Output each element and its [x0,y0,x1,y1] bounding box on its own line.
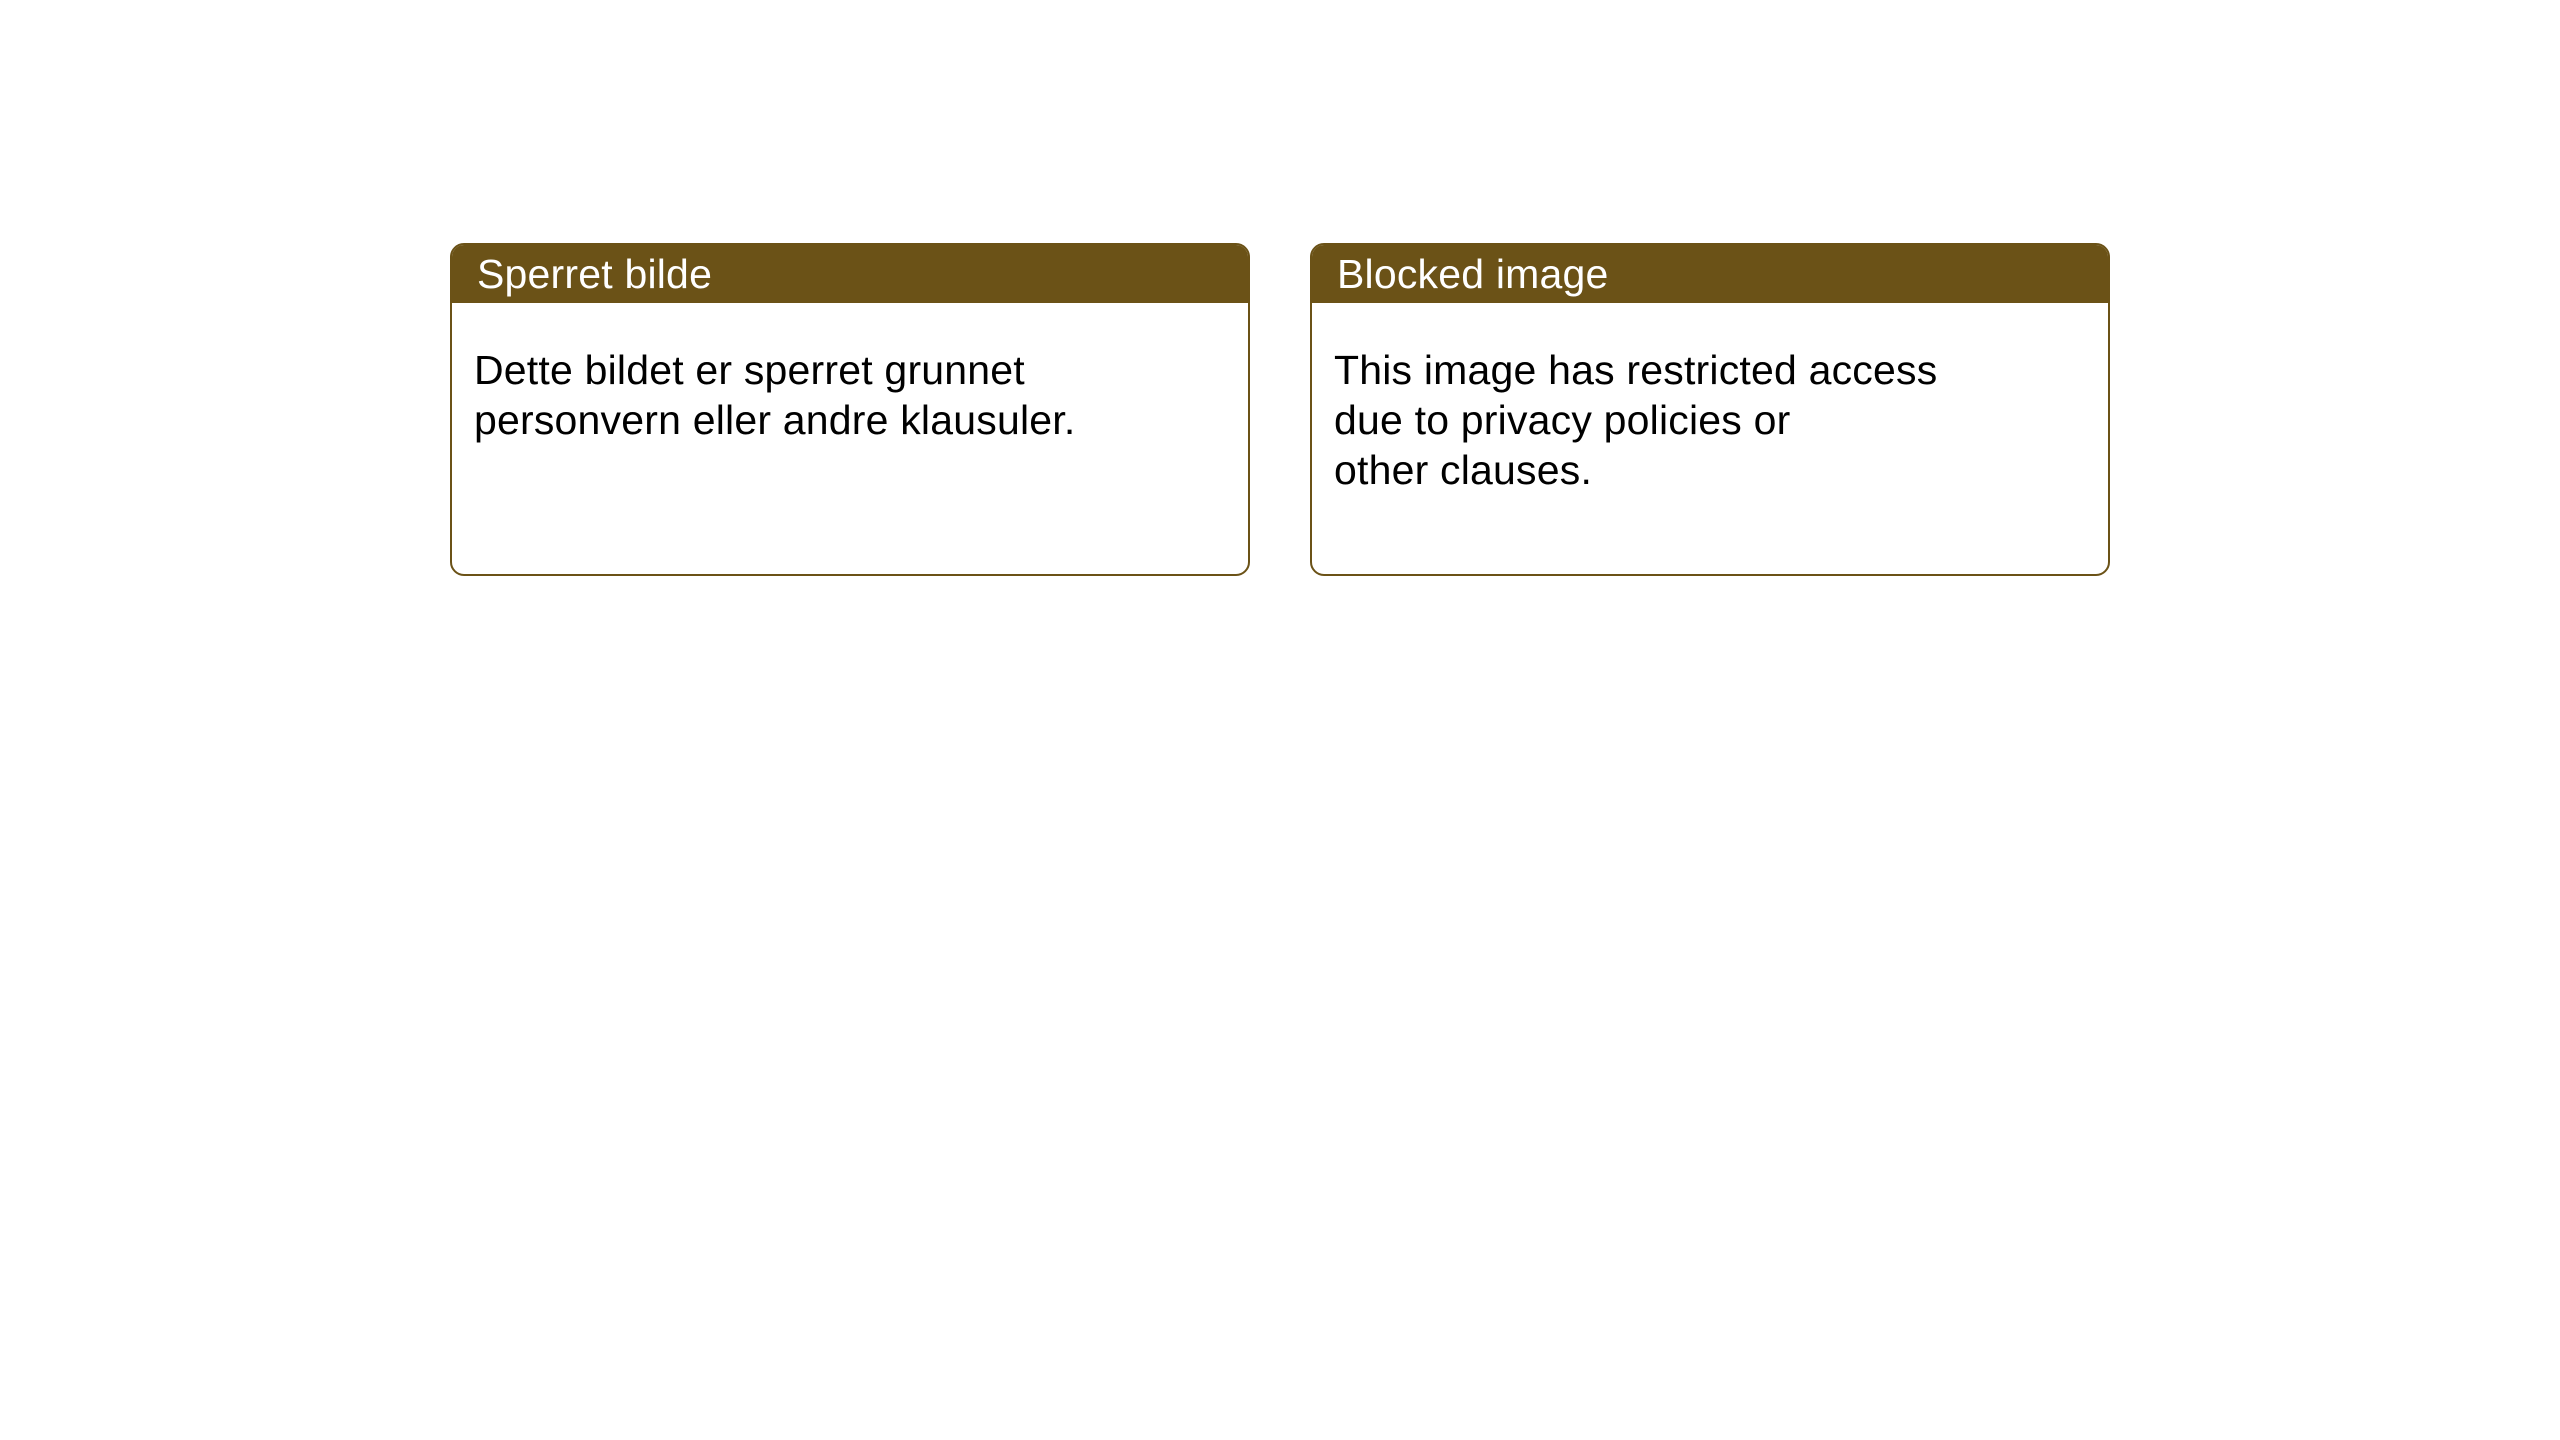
card-title-english: Blocked image [1337,250,1609,297]
card-title-norwegian: Sperret bilde [477,250,713,297]
body-text-line: personvern eller andre klausuler. [474,397,1076,443]
body-text-line: Dette bildet er sperret grunnet [474,347,1025,393]
body-text-line: due to privacy policies or [1334,397,1791,443]
card-body-norwegian [452,303,1248,445]
body-text-line: other clauses. [1334,447,1593,493]
card-header-english [1312,245,2108,303]
body-text-line: This image has restricted access [1334,347,1938,393]
card-header-norwegian [452,245,1248,303]
blocked-image-card-norwegian [450,243,1250,576]
card-body-english [1312,303,2108,495]
blocked-image-card-english [1310,243,2110,576]
